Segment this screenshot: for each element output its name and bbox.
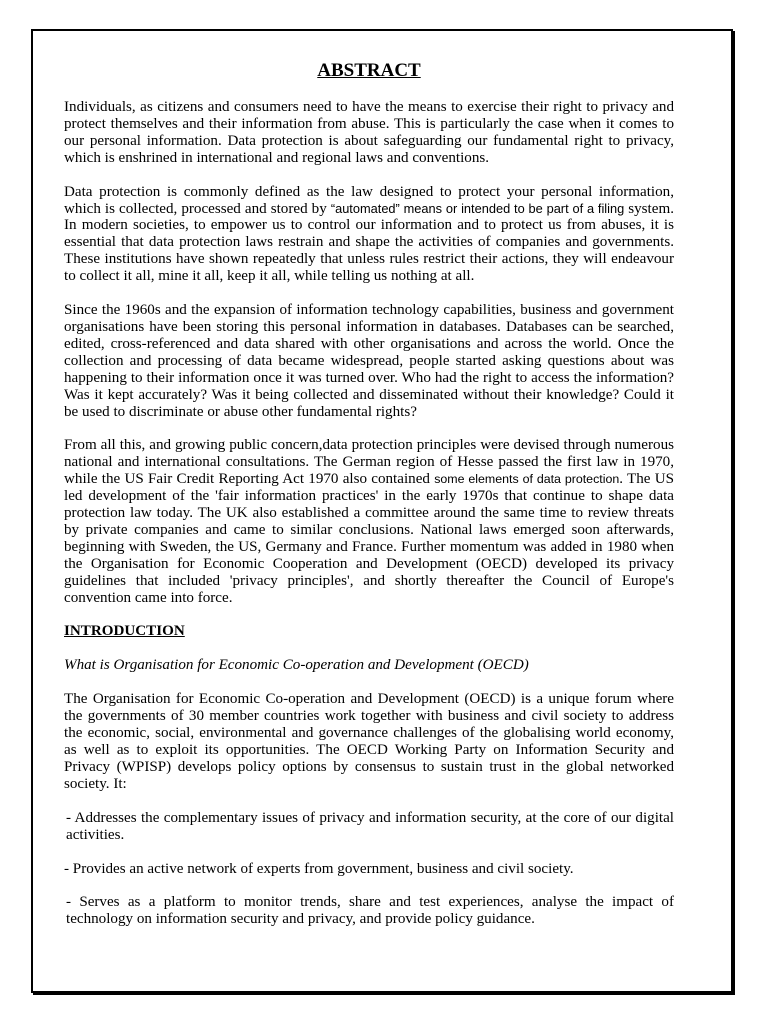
paragraph-2-sans-fragment: “automated” means or intended to be part of a filing: [330, 200, 625, 216]
abstract-paragraph-3: Since the 1960s and the expansion of information technology capabilities, business and government organisations have been storing this personal information in databases. Databases can be searched, edited, cross-referenced and data shared with other organisations and across the world. Once the collection and processing of data became widespread, people started asking questions about was happening to their information once it was turned over. Who had the right to access the information? Was it kept accurately? Was it being collected and disseminated without their knowledge? Could it be used to discriminate or abuse other fundamental rights?: [64, 302, 674, 420]
bullet-item-2: - Provides an active network of experts from government, business and civil society.: [64, 860, 574, 877]
paragraph-4-text-b: . The US led development of the 'fair information practices' in the early 1970s that continue to shape data protection law today. The UK also established a committee around the same time to review threats by private companies and came to similar conclusions. National laws emerged soon afterwards, beginning with Sweden, the US, Germany and France. Further momentum was added in 1980 when the Organisation for Economic Cooperation and Development (OECD) developed its privacy guidelines that included 'privacy principles', and shortly thereafter the Council of Europe's convention came into force.: [64, 471, 674, 606]
bullet-item-3: - Serves as a platform to monitor trends, share and test experiences, analyse the impact of technology on information security and privacy, and provide policy guidance.: [66, 894, 674, 928]
abstract-paragraph-1: Individuals, as citizens and consumers need to have the means to exercise their right to privacy and protect themselves and their information from abuse. This is particularly the case when it comes to our personal information. Data protection is about safeguarding our fundamental right to privacy, which is enshrined in international and regional laws and conventions.: [64, 99, 674, 166]
paragraph-4-text-a: From all this, and growing public concern,data protection principles were devised through numerous national and international consultations. The German region of Hesse passed the first law in 1970, while the US Fair Credit Reporting Act 1970 also contained: [64, 437, 674, 488]
abstract-paragraph-2: [64, 184, 674, 285]
abstract-title: ABSTRACT: [317, 60, 421, 81]
document-body: [64, 60, 674, 945]
abstract-paragraph-4: [64, 437, 674, 606]
paragraph-2-text-b: system. In modern societies, to empower us to control our information and to protect us from abuses, it is essential that data protection laws restrain and shape the activities of companies and governments. These institutions have shown repeatedly that unless rules restrict their actions, they will endeavour to collect it all, mine it all, keep it all, while telling us nothing at all.: [64, 200, 674, 285]
data-protection-link-text: some elements of data protection: [434, 472, 620, 487]
oecd-question-heading: What is Organisation for Economic Co-operation and Development (OECD): [64, 657, 529, 674]
paragraph-2-text-a: Data protection is commonly defined as the law designed to protect your personal information, which is collected, processed and stored by: [64, 183, 674, 217]
introduction-heading: INTRODUCTION: [64, 623, 185, 640]
oecd-paragraph: The Organisation for Economic Co-operation and Development (OECD) is a unique forum where the governments of 30 member countries work together with business and civil society to address the economic, social, environmental and governance challenges of the globalising world economy, as well as to exploit its opportunities. The OECD Working Party on Information Security and Privacy (WPISP) develops policy options by consensus to sustain trust in the global networked society. It:: [64, 691, 674, 792]
bullet-item-1: - Addresses the complementary issues of privacy and information security, at the core of our digital activities.: [66, 809, 674, 843]
